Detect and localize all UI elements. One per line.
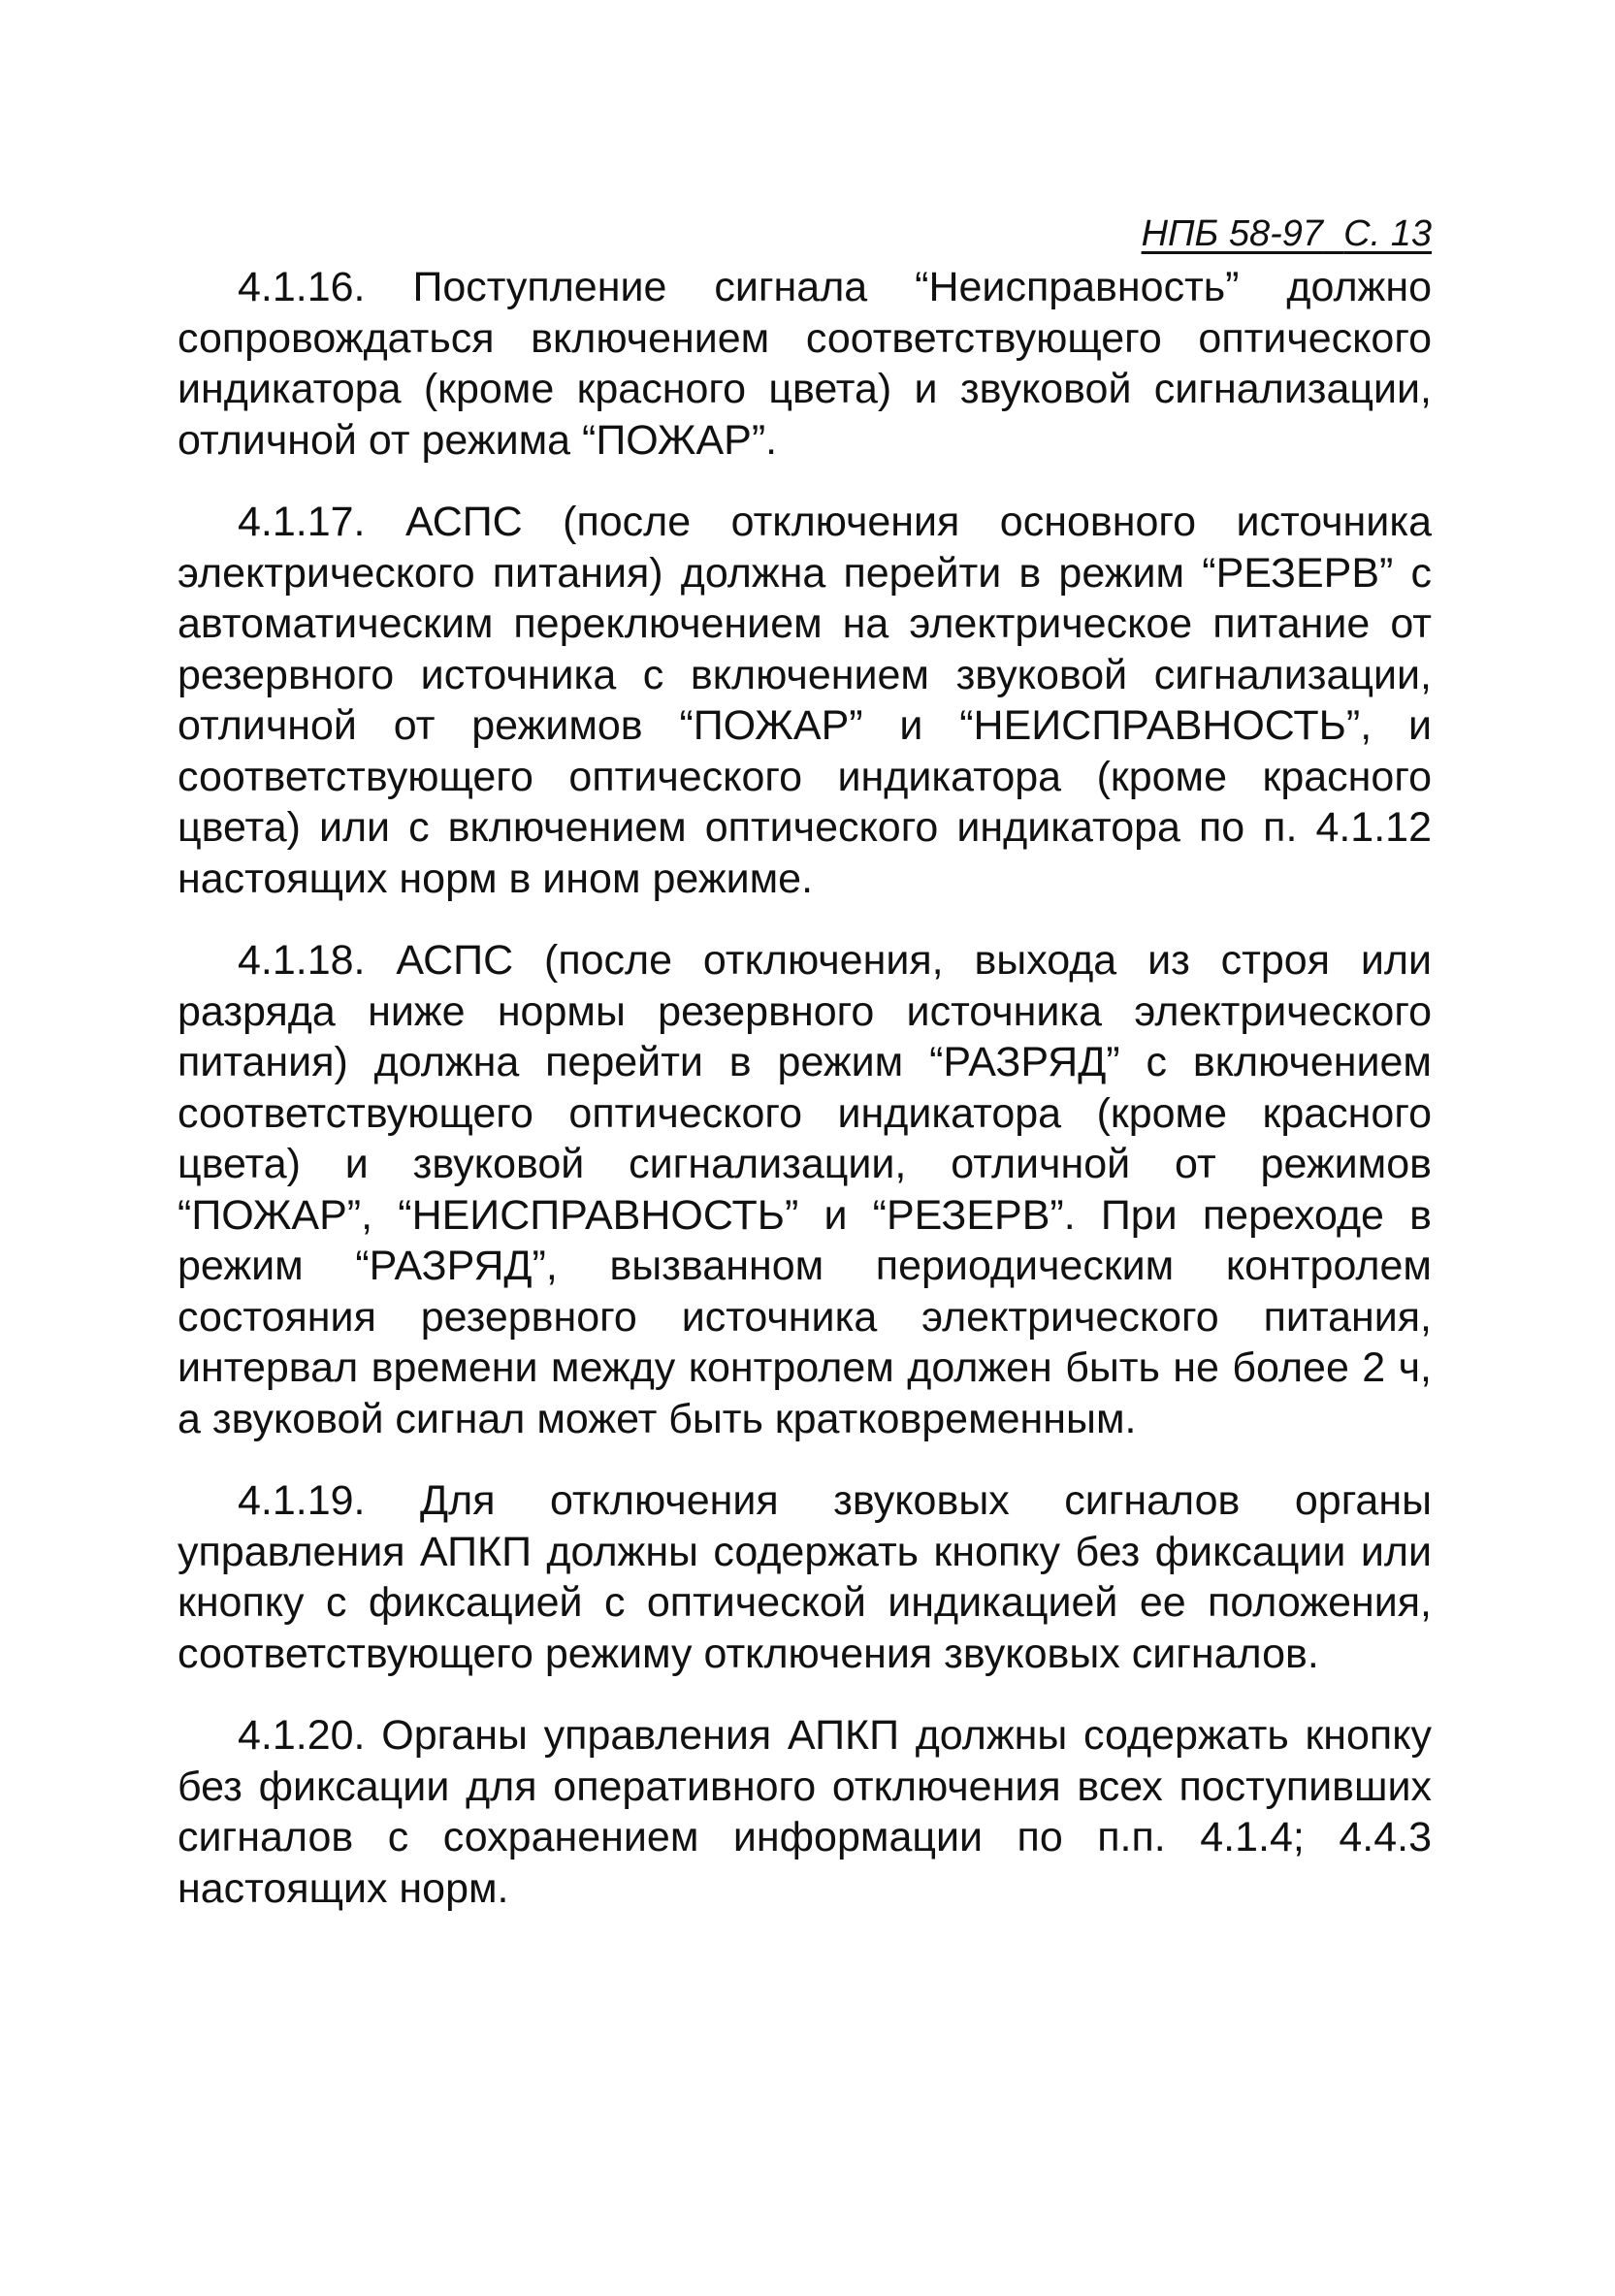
paragraph-number: 4.1.19. — [238, 1477, 366, 1524]
paragraph-text: Органы управления АПКП должны содержать кнопку без фиксации для оперативного отключения всех поступивших сигналов с сохранением информации по п.п. 4.1.4; 4.4.3 настоящих норм. — [178, 1712, 1433, 1912]
paragraph-text: Для отключения звуковых сигналов органы управления АПКП должны содержать кнопку без фиксации или кнопку с фиксацией с оптической индикацией ее положения, соответствующего режиму отключения звуковых сигналов. — [178, 1477, 1432, 1677]
document-code: НПБ 58-97 — [1141, 213, 1324, 254]
document-page — [178, 211, 1432, 1945]
paragraph-number: 4.1.17. — [238, 499, 366, 545]
paragraph-number: 4.1.18. — [238, 937, 366, 984]
paragraph-4-1-17 — [178, 497, 1432, 904]
running-header — [178, 211, 1432, 256]
paragraph-text: АСПС (после отключения основного источника электрического питания) должна перейти в режим “РЕЗЕРВ” с автоматическим переключением на электрическое питание от резервного источника с включением звуковой сигнализации, отличной от режимов “ПОЖАР” и “НЕИСПРАВНОСТЬ”, и соответствующего оптического индикатора (кроме красного цвета) или с включением оптического индикатора по п. 4.1.12 настоящих норм в ином режиме. — [178, 499, 1432, 902]
paragraph-4-1-20 — [178, 1710, 1432, 1914]
paragraph-number: 4.1.20. — [238, 1712, 366, 1759]
paragraph-text: АСПС (после отключения, выхода из строя или разряда ниже нормы резервного источника электрического питания) должна перейти в режим “РАЗРЯД” с включением соответствующего оптического индикатора (кроме красного цвета) и звуковой сигнализации, отличной от режимов “ПОЖАР”, “НЕИСПРАВНОСТЬ” и “РЕЗЕРВ”. При переходе в режим “РАЗРЯД”, вызванном периодическим контролем состояния резервного источника электрического питания, интервал времени между контролем должен быть не более 2 ч, а звуковой сигнал может быть кратковременным. — [178, 937, 1432, 1442]
paragraph-text: Поступление сигнала “Неисправность” должно сопровождаться включением соответствующего оптического индикатора (кроме красного цвета) и звуковой сигнализации, отличной от режима “ПОЖАР”. — [178, 264, 1432, 464]
paragraph-4-1-18 — [178, 935, 1432, 1444]
paragraph-number: 4.1.16. — [238, 264, 366, 310]
paragraph-4-1-16 — [178, 262, 1432, 466]
paragraph-4-1-19 — [178, 1475, 1432, 1679]
page-number: С. 13 — [1343, 213, 1432, 254]
